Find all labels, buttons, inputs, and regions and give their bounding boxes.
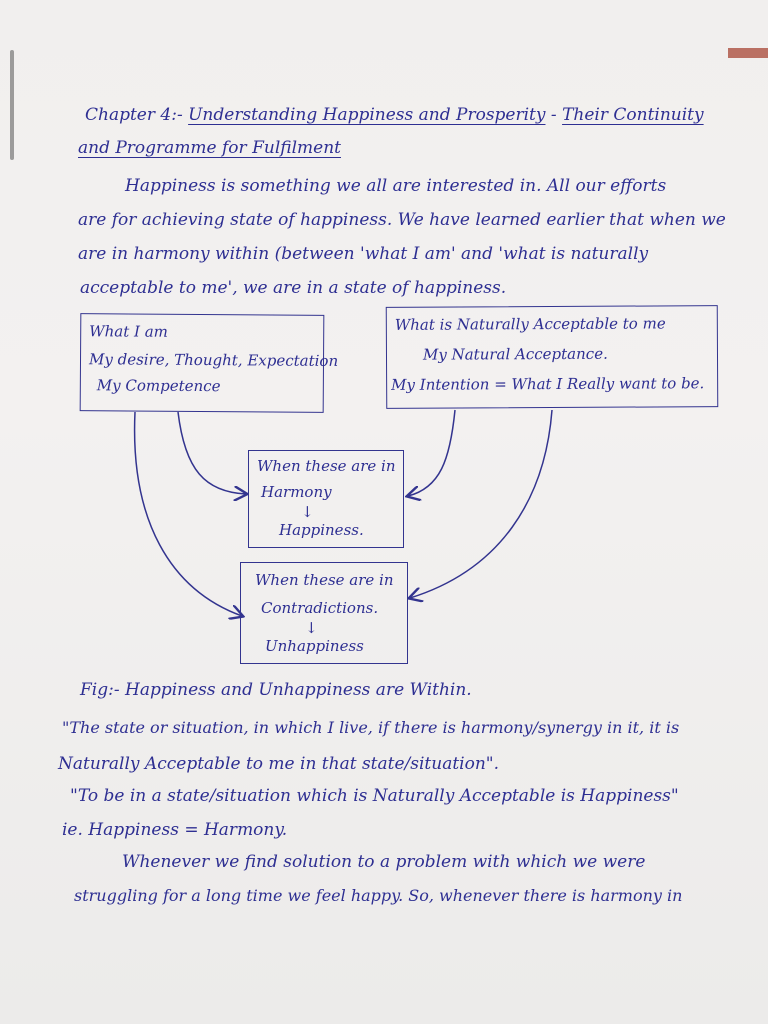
down-arrow-icon: ↓ [305,619,318,637]
contradiction-line-2: Contradictions. [261,599,379,617]
arrow-left-to-harmony [178,412,246,494]
what-is-naturally-acceptable-box [386,305,719,409]
contradiction-box [240,562,408,664]
chapter-heading-line-2: and Programme for Fulfilment [78,138,341,158]
intro-line-1: Happiness is something we all are interested in. All our efforts [125,176,667,196]
contradiction-line-4: Unhappiness [265,637,364,655]
body-line-4: ie. Happiness = Harmony. [62,820,288,840]
right-box-line-1: What is Naturally Acceptable to me [394,314,666,334]
intro-line-4: acceptable to me', we are in a state of happiness. [80,278,507,298]
title-dash: - [550,105,557,125]
down-arrow-icon: ↓ [301,503,314,521]
body-line-3: "To be in a state/situation which is Naturally Acceptable is Happiness" [70,786,679,806]
arrow-left-to-contradiction [135,412,242,616]
left-box-line-2: My desire, Thought, Expectation [88,350,339,370]
title-part-2: Their Continuity [562,105,704,125]
harmony-box [248,450,404,548]
body-line-1: "The state or situation, in which I live, if there is harmony/synergy in it, it is [62,718,680,737]
left-box-line-3: My Competence [96,376,221,396]
chapter-label: Chapter 4:- [85,105,183,125]
figure-caption: Fig:- Happiness and Unhappiness are Within. [80,680,472,700]
right-box-line-2: My Natural Acceptance. [422,344,608,364]
harmony-line-2: Harmony [261,483,332,501]
intro-line-2: are for achieving state of happiness. We have learned earlier that when we [78,210,726,230]
title-part-1: Understanding Happiness and Prosperity [188,105,546,125]
right-box-line-3: My Intention = What I Really want to be. [391,374,705,394]
body-line-6: struggling for a long time we feel happy. So, whenever there is harmony in [74,886,683,905]
harmony-line-1: When these are in [257,457,396,475]
left-box-line-1: What I am [89,322,168,341]
what-i-am-box [80,313,339,413]
contradiction-line-1: When these are in [255,571,394,589]
harmony-line-4: Happiness. [279,521,364,539]
body-line-2: Naturally Acceptable to me in that state/situation". [58,754,500,774]
arrow-right-to-harmony [408,410,455,496]
body-line-5: Whenever we find solution to a problem with which we were [122,852,646,872]
arrow-right-to-contradiction [410,410,552,598]
intro-line-3: are in harmony within (between 'what I am' and 'what is naturally [78,244,649,264]
